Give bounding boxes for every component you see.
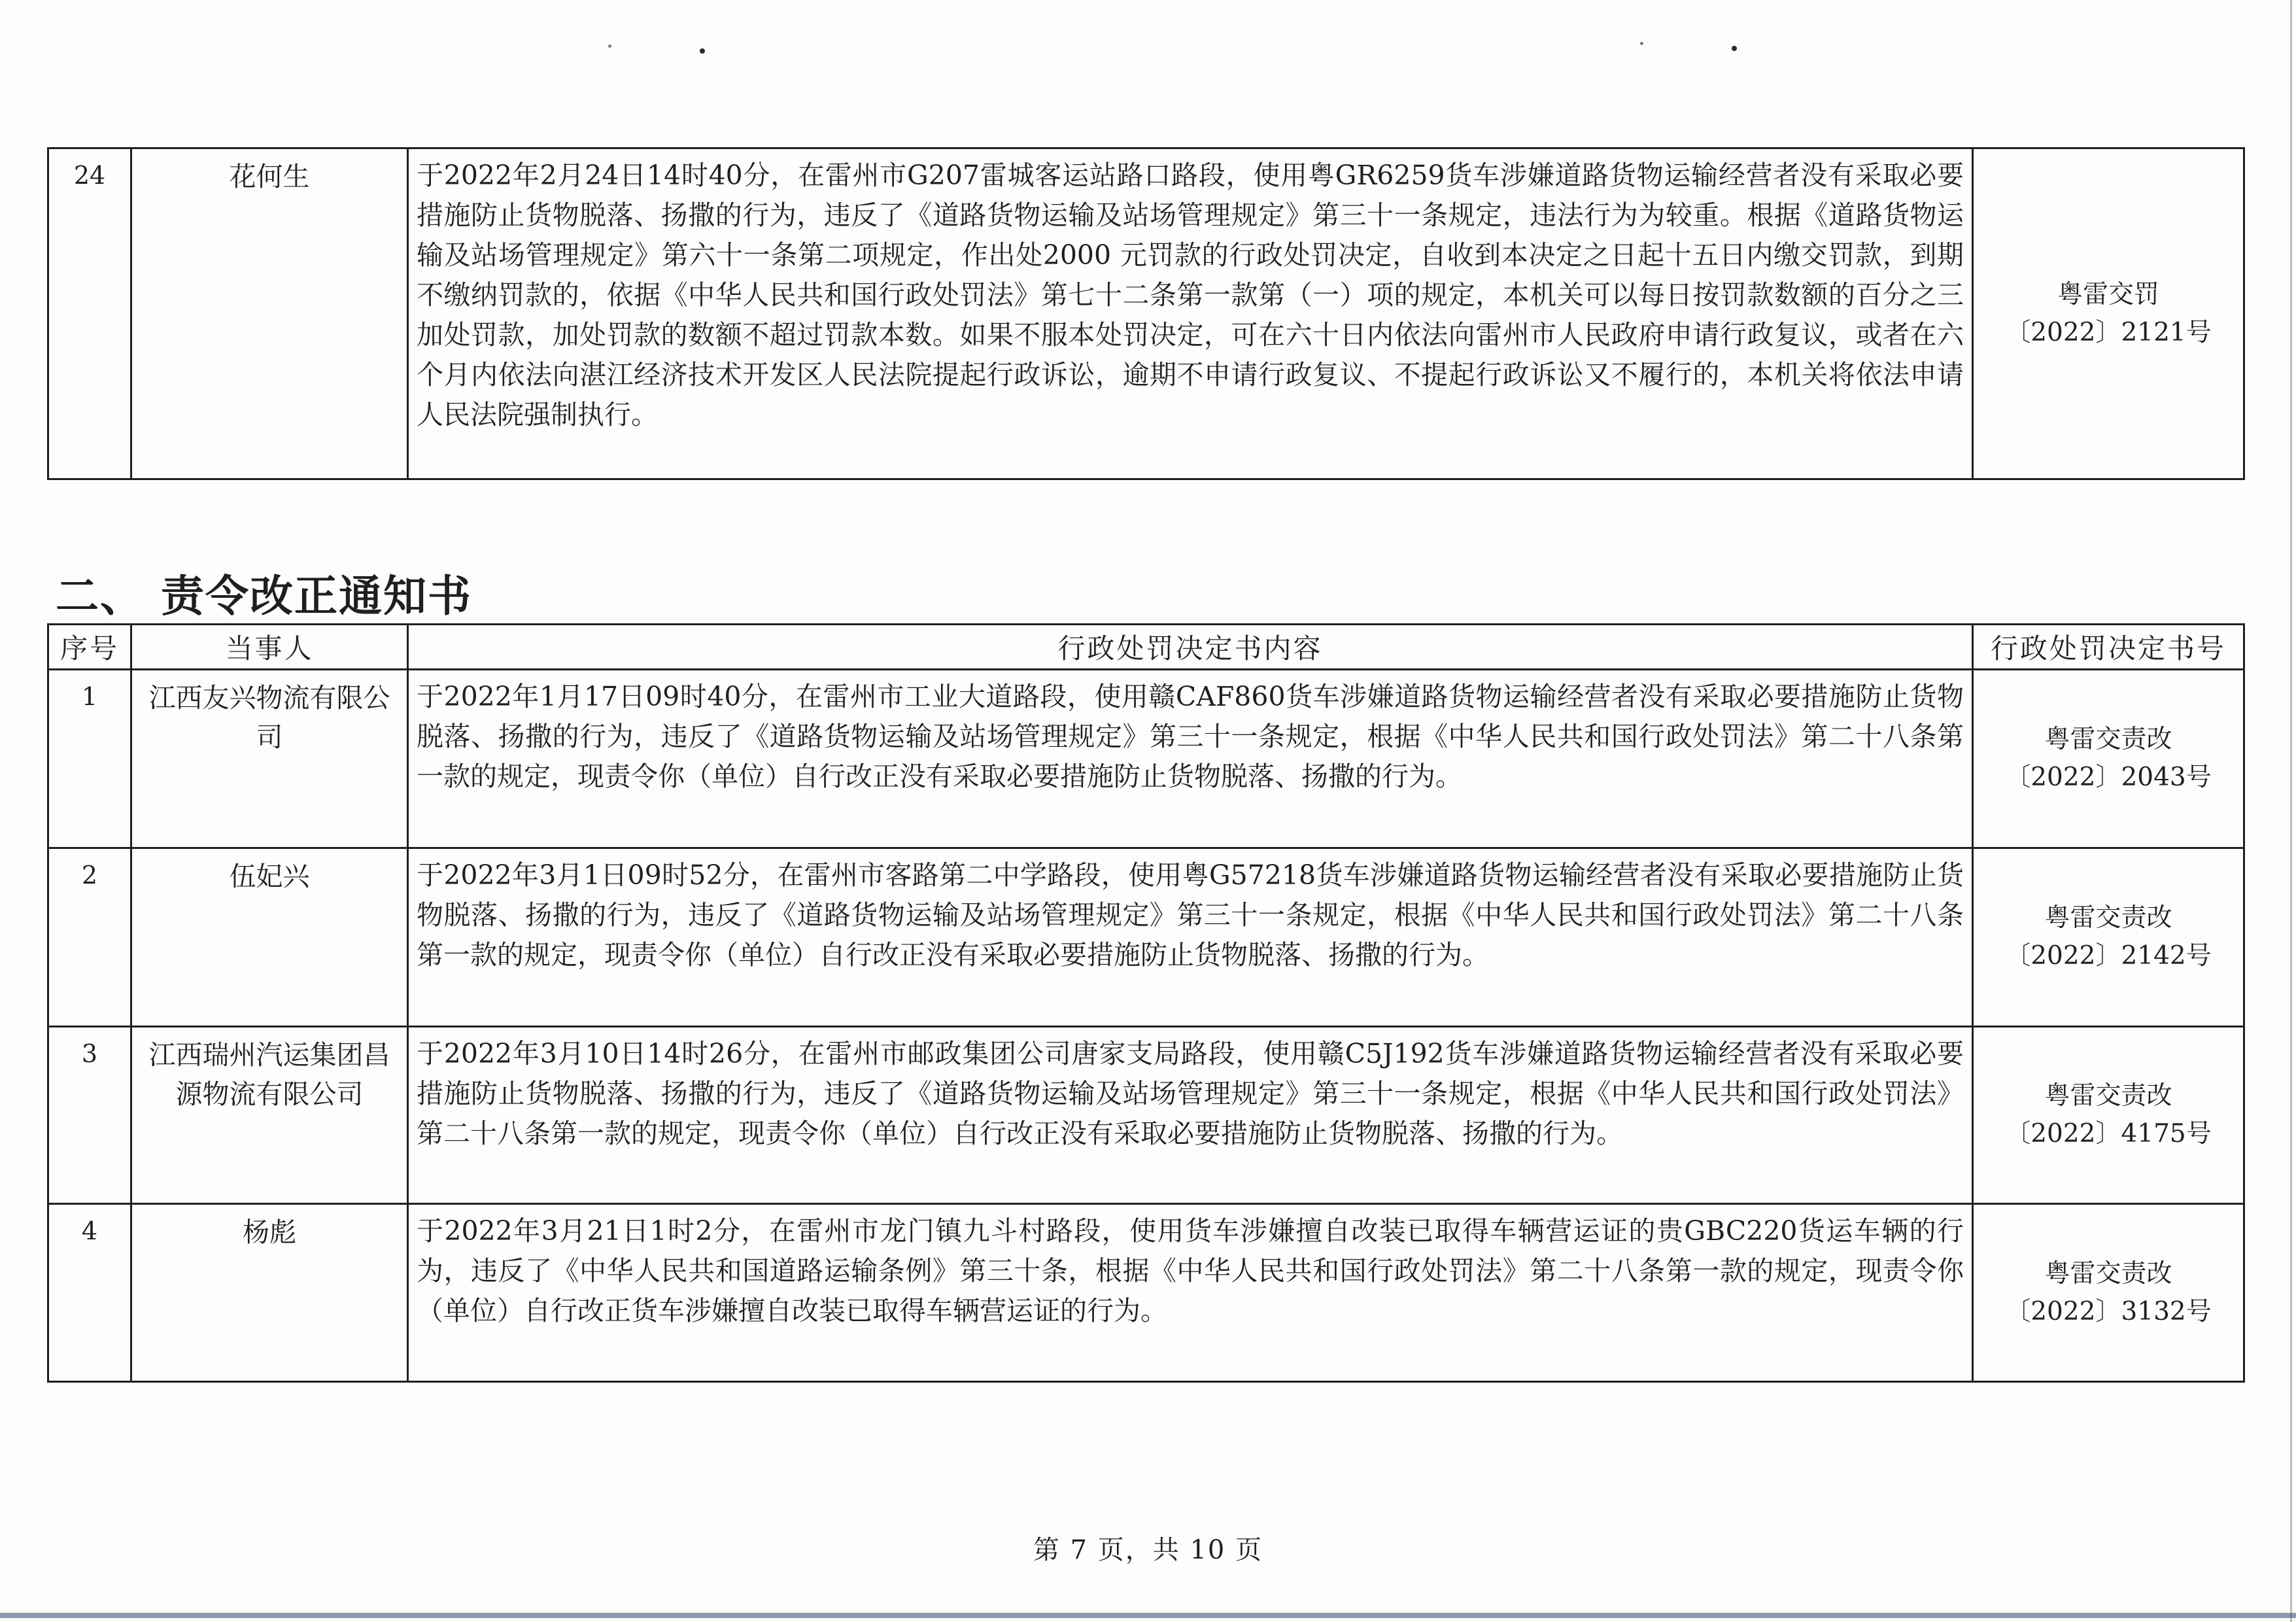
row-number: 2: [48, 848, 131, 1027]
decision-line1: 粤雷交责改: [2044, 1081, 2172, 1111]
scan-speck: [608, 44, 611, 48]
decision-line1: 粤雷交责改: [2044, 725, 2172, 754]
row-content: 于2022年1月17日09时40分，在雷州市工业大道路段，使用赣CAF860货车涉嫌道路货物运输经营者没有采取必要措施防止货物脱落、扬撒的行为，违反了《道路货物运输及站场管理规定》第三十一条规定，根据《中华人民共和国行政处罚法》第二十八条第一款的规定，现责令你（单位）自行改正没有采取必要措施防止货物脱落、扬撒的行为。: [408, 670, 1973, 848]
header-decision: 行政处罚决定书号: [1973, 625, 2244, 670]
scan-speck: [1732, 46, 1737, 51]
section-title: 二、 责令改正通知书: [56, 571, 472, 621]
decision-line1: 粤雷交罚: [2057, 279, 2159, 309]
decision-line2: 〔2022〕3132号: [2005, 1296, 2212, 1326]
continued-penalty-table: [47, 147, 2245, 480]
table-row: [48, 1204, 2244, 1382]
row-decision-number: [1973, 1204, 2244, 1382]
row-content: 于2022年3月10日14时26分，在雷州市邮政集团公司唐家支局路段，使用赣C5J192货车涉嫌道路货物运输经营者没有采取必要措施防止货物脱落、扬撒的行为，违反了《道路货物运输及站场管理规定》第三十一条规定，根据《中华人民共和国行政处罚法》第二十八条第一款的规定，现责令你（单位）自行改正没有采取必要措施防止货物脱落、扬撒的行为。: [408, 1027, 1973, 1204]
row-decision-number: [1973, 670, 2244, 848]
scan-speck: [700, 48, 705, 54]
row-party: 伍妃兴: [131, 848, 408, 1027]
row-number: 4: [48, 1204, 131, 1382]
row-party: 江西友兴物流有限公司: [131, 670, 408, 848]
page-number: 第 7 页，共 10 页: [1033, 1535, 1263, 1565]
correction-notice-table: [47, 623, 2245, 1383]
row-decision-number: [1973, 1027, 2244, 1204]
header-no: 序号: [48, 625, 131, 670]
row-number: 1: [48, 670, 131, 848]
decision-line1: 粤雷交责改: [2044, 903, 2172, 933]
decision-line2: 〔2022〕2121号: [2005, 317, 2212, 347]
table-header-row: [48, 625, 2244, 670]
scan-edge-line: [2290, 0, 2292, 1622]
row-party: 杨彪: [131, 1204, 408, 1382]
decision-line2: 〔2022〕2142号: [2005, 941, 2212, 971]
row-number: 3: [48, 1027, 131, 1204]
table-row: [48, 1027, 2244, 1204]
header-party: 当事人: [131, 625, 408, 670]
table-row: [48, 670, 2244, 848]
row-content: 于2022年3月21日1时2分，在雷州市龙门镇九斗村路段，使用货车涉嫌擅自改装已取得车辆营运证的贵GBC220货运车辆的行为，违反了《中华人民共和国道路运输条例》第三十条，根据《中华人民共和国行政处罚法》第二十八条第一款的规定，现责令你（单位）自行改正货车涉嫌擅自改装已取得车辆营运证的行为。: [408, 1204, 1973, 1382]
table-row: [48, 148, 2244, 479]
row-content: 于2022年3月1日09时52分，在雷州市客路第二中学路段，使用粤G57218货车涉嫌道路货物运输经营者没有采取必要措施防止货物脱落、扬撒的行为，违反了《道路货物运输及站场管理规定》第三十一条规定，根据《中华人民共和国行政处罚法》第二十八条第一款的规定，现责令你（单位）自行改正没有采取必要措施防止货物脱落、扬撒的行为。: [408, 848, 1973, 1027]
row-party: 花何生: [131, 148, 408, 479]
header-content: 行政处罚决定书内容: [408, 625, 1973, 670]
table-row: [48, 848, 2244, 1027]
row-party: 江西瑞州汽运集团昌源物流有限公司: [131, 1027, 408, 1204]
decision-line2: 〔2022〕4175号: [2005, 1119, 2212, 1148]
row-decision-number: [1973, 148, 2244, 479]
row-number: 24: [48, 148, 131, 479]
decision-line2: 〔2022〕2043号: [2005, 763, 2212, 792]
scan-speck: [1640, 42, 1643, 45]
decision-line1: 粤雷交责改: [2044, 1258, 2172, 1288]
row-decision-number: [1973, 848, 2244, 1027]
row-content: 于2022年2月24日14时40分，在雷州市G207雷城客运站路口路段，使用粤GR6259货车涉嫌道路货物运输经营者没有采取必要措施防止货物脱落、扬撒的行为，违反了《道路货物运输及站场管理规定》第三十一条规定，违法行为为较重。根据《道路货物运输及站场管理规定》第六十一条第二项规定，作出处2000 元罚款的行政处罚决定，自收到本决定之日起十五日内缴交罚款，到期不缴纳罚款的，依据《中华人民共和国行政处罚法》第七十二条第一款第（一）项的规定，本机关可以每日按罚款数额的百分之三加处罚款，加处罚款的数额不超过罚款本数。如果不服本处罚决定，可在六十日内依法向雷州市人民政府申请行政复议，或者在六个月内依法向湛江经济技术开发区人民法院提起行政诉讼，逾期不申请行政复议、不提起行政诉讼又不履行的，本机关将依法申请人民法院强制执行。: [408, 148, 1973, 479]
scan-bottom-edge: [0, 1613, 2296, 1618]
